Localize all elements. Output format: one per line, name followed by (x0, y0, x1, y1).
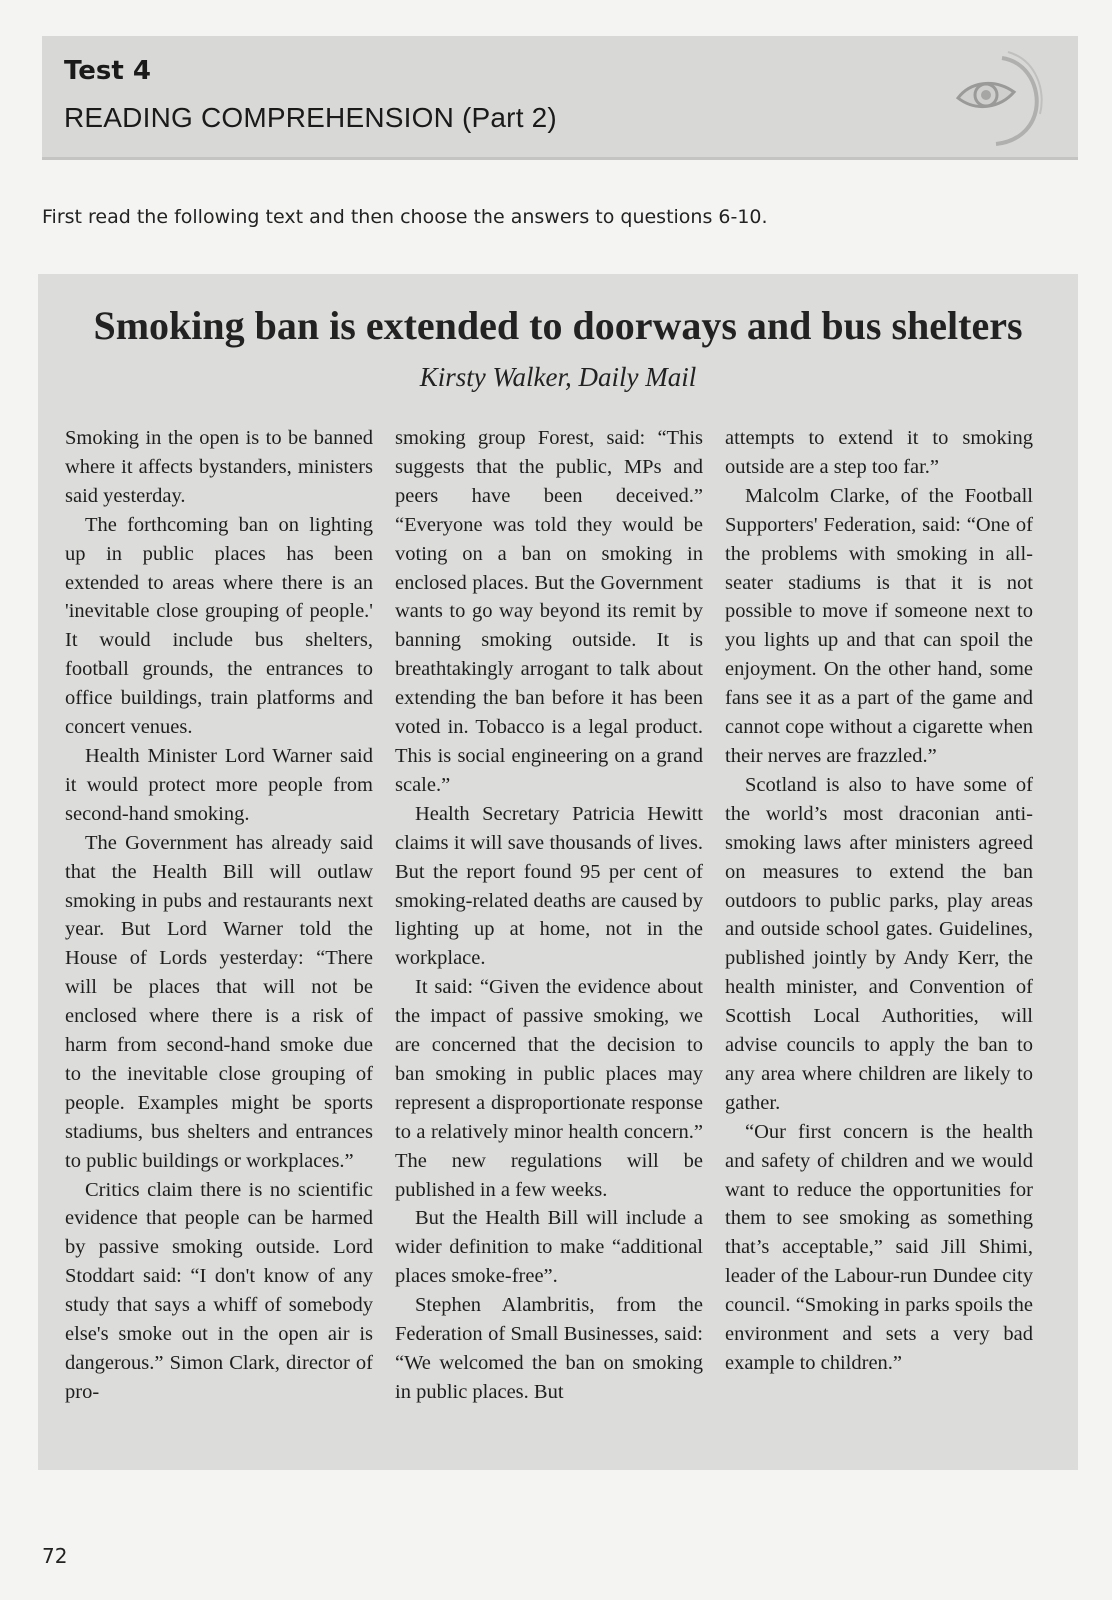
paragraph: The Government has already said that the Health Bill will outlaw smoking in pubs and restaurants next year. But Lord Warner told the House of Lords yesterday: “There will be places that will not be enclosed where there is a risk of harm from second-hand smoke due to the inevitable close grouping of people. Examples might be sports stadiums, bus shelters and entrances to public buildings or workplaces.” (65, 831, 373, 1172)
test-label: Test 4 (64, 56, 151, 86)
article-box (38, 274, 1078, 1470)
section-title: READING COMPREHENSION (Part 2) (64, 102, 557, 133)
article-column-2 (395, 424, 703, 1407)
paragraph: It said: “Given the evidence about the impact of passive smoking, we are concerned that the decision to ban smoking in public places may represent a disproportionate response to a relatively minor health concern.” The new regulations will be published in a few weeks. (395, 976, 703, 1201)
eye-icon (924, 50, 1048, 146)
article-byline: Kirsty Walker, Daily Mail (419, 362, 697, 392)
header-band (42, 36, 1078, 160)
article-headline: Smoking ban is extended to doorways and bus shelters (93, 303, 1023, 348)
paragraph: Critics claim there is no scientific evidence that people can be harmed by passive smoking outside. Lord Stoddart said: “I don't know of any study that says a whiff of somebody else's smoke out in the open air is dangerous.” Simon Clark, director of pro- (65, 1178, 373, 1403)
paragraph: Smoking in the open is to be banned where it affects bystanders, ministers said yesterday. (65, 427, 373, 507)
paragraph: smoking group Forest, said: “This suggests that the public, MPs and peers have been deceived.” “Everyone was told they would be voting on a ban on smoking in enclosed places. But the Government wants to go way beyond its remit by banning smoking outside. It is breathtakingly arrogant to talk about extending the ban before it has been voted in. Tobacco is a legal product. This is social engineering on a grand scale.” (395, 427, 703, 796)
article-column-1 (65, 424, 373, 1407)
paragraph: “Our first concern is the health and safety of children and we would want to reduce the opportunities for them to see smoking as something that’s acceptable,” said Jill Shimi, leader of the Labour-run Dundee city council. “Smoking in parks spoils the environment and sets a very bad example to children.” (725, 1120, 1033, 1374)
paragraph: Stephen Alambritis, from the Federation of Small Businesses, said: “We welcomed the ban on smoking in public places. But (395, 1294, 703, 1403)
paragraph: Health Secretary Patricia Hewitt claims it will save thousands of lives. But the report found 95 per cent of smoking-related deaths are caused by lighting up at home, not in the workplace. (395, 802, 703, 970)
article-column-3 (725, 424, 1033, 1378)
instructions: First read the following text and then choose the answers to questions 6-10. (42, 206, 768, 228)
paragraph: The forthcoming ban on lighting up in public places has been extended to areas where there is an 'inevitable close grouping of people.' It would include bus shelters, football grounds, the entrances to office buildings, train platforms and concert venues. (65, 513, 373, 739)
paragraph: Health Minister Lord Warner said it would protect more people from second-hand smoking. (65, 744, 373, 825)
paragraph: Malcolm Clarke, of the Football Supporters' Federation, said: “One of the problems with smoking in all-seater stadiums is that it is not possible to move if someone next to you lights up and that can spoil the enjoyment. On the other hand, some fans see it as a part of the game and cannot cope without a cigarette when their nerves are frazzled.” (725, 484, 1033, 767)
paragraph: attempts to extend it to smoking outside are a step too far.” (725, 427, 1033, 478)
paragraph: But the Health Bill will include a wider definition to make “additional places smoke-free”. (395, 1207, 703, 1288)
paragraph: Scotland is also to have some of the world’s most draconian anti-smoking laws after ministers agreed on measures to extend the ban outdoors to public parks, play areas and outside school gates. Guidelines, published jointly by Andy Kerr, the health minister, and Convention of Scottish Local Authorities, will advise councils to apply the ban to any area where children are likely to gather. (725, 773, 1033, 1114)
page-number: 72 (42, 1544, 68, 1568)
